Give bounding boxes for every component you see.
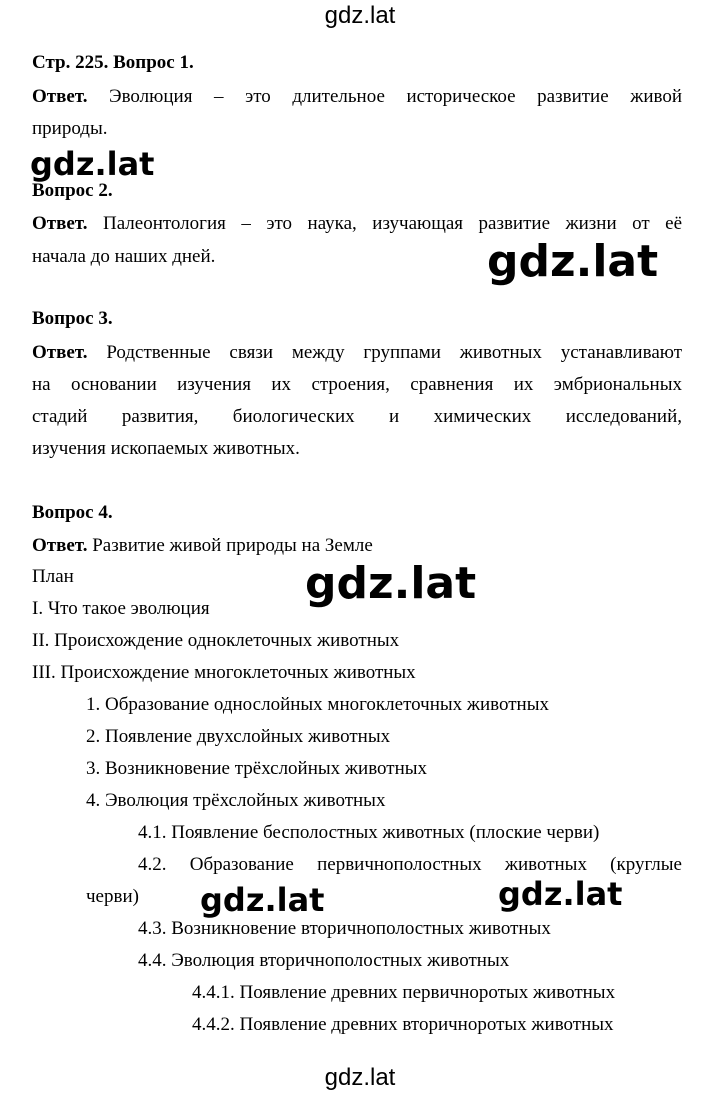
watermark-overlay: gdz.lat <box>200 881 325 919</box>
plan-item: 1. Образование однослойных многоклеточных животных <box>86 694 549 715</box>
q1-answer-line2: природы. <box>32 118 108 139</box>
watermark-overlay: gdz.lat <box>305 558 477 609</box>
plan-item: черви) <box>86 886 139 907</box>
q4-heading: Вопрос 4. <box>32 502 113 523</box>
q3-answer-line4: изучения ископаемых животных. <box>32 438 300 459</box>
q3-answer-line1 <box>32 342 682 365</box>
q1-answer-label: Ответ. <box>32 86 88 107</box>
plan-item: 4. Эволюция трёхслойных животных <box>86 790 386 811</box>
plan-item: 4.1. Появление бесполостных животных (плоские черви) <box>138 822 600 843</box>
plan-item: 4.4.2. Появление древних вторичноротых животных <box>192 1014 614 1035</box>
q4-answer-text: Развитие живой природы на Земле <box>92 535 373 556</box>
q2-answer-text-1: Палеонтология – это наука, изучающая развитие жизни от её <box>102 213 683 234</box>
q4-answer-line <box>32 535 373 558</box>
watermark-overlay: gdz.lat <box>487 236 659 287</box>
watermark-overlay: gdz.lat <box>30 145 155 183</box>
plan-item: 4.4.1. Появление древних первичноротых животных <box>192 982 616 1003</box>
q3-answer-line2: на основании изучения их строения, сравнения их эмбриональных <box>32 374 682 395</box>
plan-item: I. Что такое эволюция <box>32 598 210 619</box>
q1-answer-text-1: Эволюция – это длительное историческое развитие живой <box>109 86 683 107</box>
q3-answer-text-1: Родственные связи между группами животных устанавливают <box>106 342 682 363</box>
plan-item: 4.2. Образование первичнополостных животных (круглые <box>138 854 682 875</box>
q3-answer-label: Ответ. <box>32 342 88 363</box>
plan-item: III. Происхождение многоклеточных животных <box>32 662 416 683</box>
q4-plan-label: План <box>32 566 74 587</box>
watermark-overlay: gdz.lat <box>498 875 623 913</box>
plan-item: 4.3. Возникновение вторичнополостных животных <box>138 918 551 939</box>
plan-item: 4.4. Эволюция вторичнополостных животных <box>138 950 510 971</box>
q3-answer-line3: стадий развития, биологических и химических исследований, <box>32 406 682 427</box>
q2-answer-label: Ответ. <box>32 213 88 234</box>
watermark-top: gdz.lat <box>324 2 396 29</box>
q1-heading: Стр. 225. Вопрос 1. <box>32 52 194 73</box>
plan-item: II. Происхождение одноклеточных животных <box>32 630 400 651</box>
q3-heading: Вопрос 3. <box>32 308 113 329</box>
q4-answer-label: Ответ. <box>32 535 88 556</box>
q2-answer-line2: начала до наших дней. <box>32 246 216 267</box>
q2-heading: Вопрос 2. <box>32 180 113 201</box>
plan-item: 2. Появление двухслойных животных <box>86 726 391 747</box>
plan-item: 3. Возникновение трёхслойных животных <box>86 758 428 779</box>
q1-answer-line1 <box>32 86 682 109</box>
q2-answer-line1 <box>32 213 682 236</box>
watermark-bottom: gdz.lat <box>324 1064 396 1091</box>
